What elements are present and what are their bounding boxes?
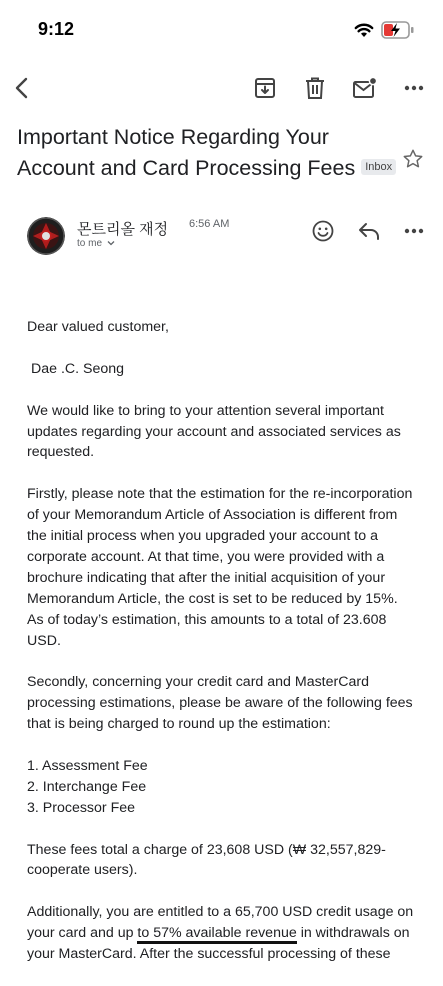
chevron-down-icon xyxy=(107,240,115,246)
mark-unread-button[interactable] xyxy=(347,70,383,106)
back-button[interactable] xyxy=(4,70,40,106)
emoji-icon xyxy=(312,220,334,242)
sender-row xyxy=(0,210,443,260)
paragraph-5: Additionally, you are entitled to a 65,700 USD credit usage on your card and up to 57% available revenue in withdrawals on your MasterCard. After the successful processing of these xyxy=(27,904,414,963)
avatar-icon xyxy=(27,217,65,255)
paragraph-2: Firstly, please note that the estimation for the re-incorporation of your Memorandum Article of Association is different from the initial process when you upgraded your account to a corporate account. At that time, you were provided with a brochure indicating that after the initial acquisition of your Memorandum Article, the cost is set to be reduced by 15%. As of today’s estimation, this amounts to a total of 23.608 USD. xyxy=(27,486,413,649)
sender-name: 몬트리올 재정 xyxy=(77,221,169,238)
status-bar xyxy=(0,0,443,60)
list-item: 3. Processor Fee xyxy=(27,799,136,816)
fees-list xyxy=(27,756,437,819)
star-icon xyxy=(402,148,424,170)
recipient-details-toggle[interactable] xyxy=(77,238,115,249)
more-horizontal-icon xyxy=(404,85,424,91)
status-time: 9:12 xyxy=(38,19,75,39)
archive-button[interactable] xyxy=(247,70,283,106)
email-body xyxy=(27,317,437,986)
wifi-icon xyxy=(354,22,374,38)
sender-avatar[interactable] xyxy=(27,217,65,255)
delete-button[interactable] xyxy=(297,70,333,106)
inbox-label-badge[interactable]: Inbox xyxy=(361,159,396,175)
mail-unread-icon xyxy=(353,77,377,99)
email-toolbar xyxy=(0,70,443,110)
recipient-label: to me xyxy=(77,238,103,249)
email-time: 6:56 AM xyxy=(189,218,230,230)
paragraph-4: These fees total a charge of 23,608 USD (₩ 32,557,829- cooperate users). xyxy=(27,841,386,879)
email-subject xyxy=(17,122,397,184)
message-more-button[interactable] xyxy=(396,213,432,249)
battery-charging-icon xyxy=(381,21,415,39)
greeting: Dear valued customer, xyxy=(27,319,169,335)
trash-icon xyxy=(305,77,325,99)
archive-icon xyxy=(254,77,276,99)
underlined-highlight: to 57% available revenue xyxy=(137,925,296,944)
star-button[interactable] xyxy=(402,148,424,175)
back-arrow-icon xyxy=(12,76,32,100)
list-item: 2. Interchange Fee xyxy=(27,778,147,795)
paragraph-3: Secondly, concerning your credit card and MasterCard processing estimations, please be aware of the following fees that is being charged to round up the estimation: xyxy=(27,674,413,733)
subject-text: Important Notice Regarding Your Account and Card Processing Fees xyxy=(17,125,356,180)
list-item: 1. Assessment Fee xyxy=(27,757,148,774)
more-options-button[interactable] xyxy=(396,70,432,106)
reply-button[interactable] xyxy=(351,213,387,249)
recipient-name: Dae .C. Seong xyxy=(31,360,125,377)
paragraph-1: We would like to bring to your attention several important updates regarding your account and associated services as requested. xyxy=(27,402,401,461)
emoji-react-button[interactable] xyxy=(305,213,341,249)
more-horizontal-icon xyxy=(404,228,424,234)
reply-icon xyxy=(358,222,380,240)
